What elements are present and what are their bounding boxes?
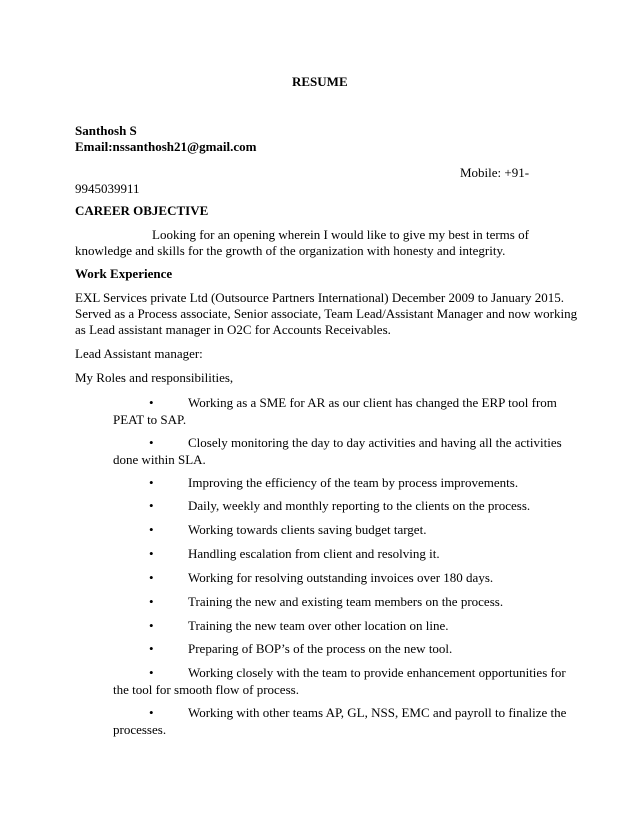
- bullet-icon: •: [149, 665, 154, 680]
- list-item-text: Working towards clients saving budget target.: [188, 522, 427, 537]
- bullet-icon: •: [149, 641, 154, 656]
- candidate-name: Santhosh S: [75, 123, 137, 138]
- career-objective-line-2: knowledge and skills for the growth of the organization with honesty and integrity.: [75, 243, 506, 258]
- work-experience-heading: Work Experience: [75, 266, 173, 281]
- bullet-icon: •: [149, 522, 154, 537]
- email-line: Email:nssanthosh21@gmail.com: [75, 139, 257, 154]
- bullet-icon: •: [149, 395, 154, 410]
- mobile-label: Mobile: +91-: [460, 165, 530, 180]
- bullet-icon: •: [149, 475, 154, 490]
- list-item-continuation: PEAT to SAP.: [113, 412, 187, 427]
- list-item-text: Working for resolving outstanding invoices over 180 days.: [188, 570, 494, 585]
- bullet-icon: •: [149, 570, 154, 585]
- bullet-icon: •: [149, 498, 154, 513]
- list-item-continuation: done within SLA.: [113, 452, 206, 467]
- list-item-text: Handling escalation from client and resolving it.: [188, 546, 440, 561]
- experience-line-3: as Lead assistant manager in O2C for Accounts Receivables.: [75, 322, 391, 337]
- experience-line-1: EXL Services private Ltd (Outsource Partners International) December 2009 to January 2015.: [75, 290, 565, 305]
- list-item-text: Improving the efficiency of the team by process improvements.: [188, 475, 519, 490]
- bullet-icon: •: [149, 594, 154, 609]
- list-item-text: Preparing of BOP’s of the process on the new tool.: [188, 641, 453, 656]
- bullet-icon: •: [149, 435, 154, 450]
- career-objective-line-1: Looking for an opening wherein I would like to give my best in terms of: [152, 227, 529, 242]
- career-objective-heading: CAREER OBJECTIVE: [75, 203, 209, 218]
- bullet-icon: •: [149, 546, 154, 561]
- list-item-text: Working closely with the team to provide enhancement opportunities for: [188, 665, 566, 680]
- experience-line-2: Served as a Process associate, Senior associate, Team Lead/Assistant Manager and now working: [75, 306, 578, 321]
- list-item-text: Working with other teams AP, GL, NSS, EMC and payroll to finalize the: [188, 705, 567, 720]
- page-title: RESUME: [292, 74, 348, 89]
- responsibilities-heading: My Roles and responsibilities,: [75, 370, 234, 385]
- role-title: Lead Assistant manager:: [75, 346, 203, 361]
- mobile-number: 9945039911: [75, 181, 140, 196]
- list-item-text: Training the new team over other location on line.: [188, 618, 449, 633]
- list-item-text: Closely monitoring the day to day activities and having all the activities: [188, 435, 562, 450]
- list-item-text: Daily, weekly and monthly reporting to the clients on the process.: [188, 498, 531, 513]
- list-item-continuation: processes.: [113, 722, 167, 737]
- list-item-continuation: the tool for smooth flow of process.: [113, 682, 299, 697]
- list-item-text: Working as a SME for AR as our client has changed the ERP tool from: [188, 395, 557, 410]
- bullet-icon: •: [149, 705, 154, 720]
- list-item-text: Training the new and existing team members on the process.: [188, 594, 504, 609]
- bullet-icon: •: [149, 618, 154, 633]
